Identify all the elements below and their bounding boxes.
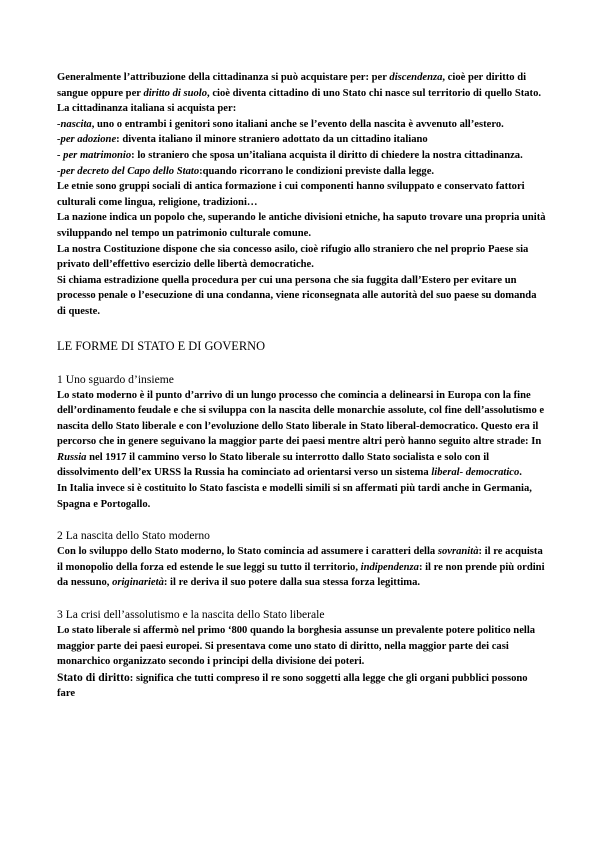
term-decreto: -per decreto del Capo dello Stato [57,165,200,177]
list-item-nascita [57,117,547,133]
paragraph-etnie: Le etnie sono gruppi sociali di antica formazione i cui componenti hanno sviluppato e conservato fattori culturali come lingua, religione, tradizioni… [57,181,525,208]
text: : lo straniero che sposa un’italiana acquista il diritto di chiedere la nostra cittadinanza. [131,149,523,161]
term-indipendenza: indipendenza [360,561,419,573]
main-heading: LE FORME DI STATO E DI GOVERNO [57,338,266,353]
paragraph-nazione: La nazione indica un popolo che, superando le antiche divisioni etniche, ha saputo trovare una propria unità sviluppando nel tempo un patrimonio culturale comune. [57,212,546,239]
section-3-paragraph: Lo stato liberale si affermò nel primo ‘800 quando la borghesia assunse un prevalente potere politico nella maggior parte dei paesi europei. Si presentava come uno stato di diritto, nella maggior parte dei casi monarchico organizzato secondo i principi della divisione dei poteri. [57,625,536,668]
paragraph-cittadinanza [57,70,547,101]
term-discendenza: discendenza [389,72,443,83]
text: : il re non prende più ordini da nessuno, [57,561,545,589]
term-diritto-di-suolo: diritto di suolo [143,87,208,99]
term-originarieta: originarietà [112,577,164,589]
text: : diventa italiano il minore straniero adottato da un cittadino italiano [116,134,428,146]
section-2-heading: 2 La nascita dello Stato moderno [57,529,210,543]
text: , uno o entrambi i genitori sono italiani anche se l’evento della nascita è avvenuto all’estero. [91,118,504,130]
section-2-paragraph [57,544,547,591]
term-liberal-democratico: liberal- democratico [431,467,520,479]
text: , cioè per diritto di sangue oppure per [57,72,527,99]
document-page [57,70,547,702]
text: , cioè diventa cittadino di uno Stato chi nasce sul territorio di quello Stato. [207,87,542,99]
text: Con lo sviluppo dello Stato moderno, lo Stato comincia ad assumere i caratteri della [57,546,438,558]
list-item-matrimonio [57,148,547,164]
list-item-decreto [57,164,547,180]
term-russia: Russia [57,451,87,463]
section-3-stato-di-diritto [57,670,547,702]
section-1-paragraph [57,388,547,482]
label-stato-di-diritto: Stato di diritto [57,670,130,684]
text: Lo stato moderno è il punto d’arrivo di un lungo processo che comincia a delinearsi in Europa con la fine dell’ordinamento feudale e che si sviluppa con la nascita delle monarchie assolute, col fine dell’assolutismo e nascita dello Stato liberale e con l’evoluzione dello Stato liberale in Stato liberal-democratico. Questo era il percorso che in genere seguivano la maggior parte dei paesi mentre altri però hanno seguito altre strade: In [57,389,545,448]
term-nascita: -nascita [57,118,92,130]
paragraph-estradizione: Si chiama estradizione quella procedura per cui una persona che sia fuggita dall’Estero per evitare un processo penale o l’esecuzione di una condanna, viene riconsegnata alle autorità del suo paese su domanda di queste. [57,274,537,317]
text: nel 1917 il cammino verso lo Stato liberale su interrotto dallo Stato socialista e solo con il dissolvimento dell’ex URSS la Russia ha cominciato ad orientarsi verso un sistema [57,451,490,479]
section-3-heading: 3 La crisi dell’assolutismo e la nascita dello Stato liberale [57,608,325,622]
text: Generalmente l’attribuzione della cittadinanza si può acquistare per: per [57,72,390,83]
list-item-adozione [57,132,547,148]
text: :quando ricorrano le condizioni previste dalla legge. [199,165,435,177]
text: : il re deriva il suo potere dalla sua stessa forza legittima. [163,577,421,589]
term-adozione: -per adozione [57,134,117,146]
text: : significa che tutti compreso il re sono soggetti alla legge che gli organi pubblici possono fare [57,672,528,700]
section-1-paragraph-italia: In Italia invece si è costituito lo Stato fascista e modelli simili si sn affermati più tardi anche in Germania, Spagna e Portogallo. [57,483,532,510]
term-matrimonio: - per matrimonio [57,149,132,161]
paragraph-asilo: La nostra Costituzione dispone che sia concesso asilo, cioè rifugio allo straniero che nel proprio Paese sia privato dell’effettivo esercizio delle libertà democratiche. [57,243,529,271]
term-sovranita: sovranità [437,546,479,558]
text: . [519,467,522,479]
paragraph-acquisto: La cittadinanza italiana si acquista per: [57,103,237,115]
text: : il re acquista il monopolio della forza ed estende le sue leggi su tutto il territorio, [57,546,543,573]
section-1-heading: 1 Uno sguardo d’insieme [57,372,174,386]
